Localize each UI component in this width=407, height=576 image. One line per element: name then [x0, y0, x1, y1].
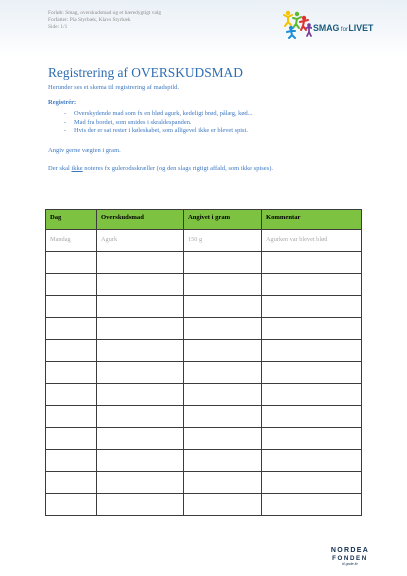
table-header-row	[46, 210, 362, 230]
surplus-food-cell	[97, 340, 184, 362]
table-row	[46, 274, 362, 296]
day-cell	[46, 472, 97, 494]
column-header-grams: Angivet i gram	[184, 210, 262, 230]
comment-cell	[262, 406, 362, 428]
column-header-comment: Kommentar	[262, 210, 362, 230]
grams-cell	[184, 362, 262, 384]
comment-cell	[262, 450, 362, 472]
day-cell	[46, 406, 97, 428]
column-header-day: Dag	[46, 210, 97, 230]
smag-for-livet-logo	[282, 9, 378, 39]
comment-cell	[262, 494, 362, 516]
table-row	[46, 494, 362, 516]
grams-cell	[184, 318, 262, 340]
list-item	[48, 119, 253, 128]
day-cell	[46, 494, 97, 516]
surplus-food-cell	[97, 472, 184, 494]
comment-cell	[262, 296, 362, 318]
comment-cell	[262, 362, 362, 384]
comment-cell	[262, 318, 362, 340]
exclude-note-start: Der skal	[48, 165, 72, 172]
day-cell	[46, 428, 97, 450]
nordea-fonden-logo	[328, 547, 372, 567]
comment-cell	[262, 252, 362, 274]
table-row	[46, 450, 362, 472]
table-row	[46, 296, 362, 318]
logo-word-for: for	[340, 27, 348, 33]
surplus-food-cell	[97, 384, 184, 406]
register-list	[48, 110, 253, 136]
table-row	[46, 472, 362, 494]
surplus-food-cell	[97, 252, 184, 274]
grams-cell	[184, 384, 262, 406]
surplus-food-cell	[97, 450, 184, 472]
surplus-food-cell: Agurk	[97, 230, 184, 252]
figure-green	[293, 12, 301, 28]
day-cell	[46, 340, 97, 362]
surplus-food-cell	[97, 406, 184, 428]
day-cell	[46, 296, 97, 318]
nordea-logo-word: NORDEA	[330, 547, 370, 554]
comment-cell	[262, 274, 362, 296]
surplus-food-cell	[97, 428, 184, 450]
page-number: Side: 1/1	[48, 24, 68, 30]
dancing-figures-icon	[282, 9, 312, 39]
surplus-food-cell	[97, 494, 184, 516]
list-marker: -	[64, 118, 67, 126]
weight-note: Angiv gerne vægten i gram.	[48, 147, 121, 154]
day-cell	[46, 450, 97, 472]
grams-cell	[184, 296, 262, 318]
table-row	[46, 428, 362, 450]
exclude-note-end: noteres fx gulerodsskræller (og den slags rigtigt affald, som ikke spises).	[82, 165, 274, 172]
grams-cell	[184, 428, 262, 450]
comment-cell	[262, 340, 362, 362]
exclude-note-emphasis: ikke	[71, 165, 83, 172]
grams-cell	[184, 340, 262, 362]
list-marker: -	[64, 110, 67, 117]
day-cell	[46, 274, 97, 296]
comment-cell	[262, 428, 362, 450]
grams-cell	[184, 406, 262, 428]
surplus-food-cell	[97, 318, 184, 340]
page-title: Registrering af OVERSKUDSMAD	[48, 65, 243, 80]
table-row	[46, 318, 362, 340]
day-cell: Mandag	[46, 230, 97, 252]
list-item-text: Hvis der er sat rester i køleskabet, som alligevel ikke er blevet spist.	[74, 127, 248, 135]
document-header	[48, 10, 161, 31]
course-line: Forløb: Smag, overskudsmad og et bæredygtigt valg	[48, 10, 162, 16]
day-cell	[46, 362, 97, 384]
table-row	[46, 384, 362, 406]
table-row	[46, 252, 362, 274]
table-body	[46, 230, 362, 516]
table-row	[46, 362, 362, 384]
figure-yellow	[284, 11, 292, 26]
grams-cell	[184, 252, 262, 274]
table-row	[46, 406, 362, 428]
comment-cell: Agurken var blevet blød	[262, 230, 362, 252]
list-item-text: Mad fra bordet, som smides i skraldespanden.	[74, 118, 192, 126]
figure-purple	[307, 23, 312, 36]
comment-cell	[262, 472, 362, 494]
surplus-food-cell	[97, 274, 184, 296]
register-heading: Registrér:	[48, 99, 77, 106]
intro-text: Herunder ses et skema til registrering af madspild.	[48, 84, 180, 91]
registration-table	[45, 209, 362, 516]
list-marker: -	[64, 127, 67, 135]
list-item-text: Overskydende mad som fx en blød agurk, kedeligt brød, pålæg, kød...	[74, 110, 253, 117]
day-cell	[46, 318, 97, 340]
grams-cell	[184, 494, 262, 516]
authors-line: Forfatter: Pia Styrbæk, Klavs Styrbæk	[48, 17, 131, 23]
surplus-food-cell	[97, 362, 184, 384]
column-header-surplus-food: Overskudsmad	[97, 210, 184, 230]
grams-cell: 150 g	[184, 230, 262, 252]
comment-cell	[262, 384, 362, 406]
logo-wordmark	[313, 19, 373, 35]
day-cell	[46, 384, 97, 406]
grams-cell	[184, 450, 262, 472]
nordea-fonden-tagline: til gode liv	[342, 562, 358, 566]
grams-cell	[184, 472, 262, 494]
exclude-note	[48, 166, 273, 173]
example-row	[46, 230, 362, 252]
surplus-food-cell	[97, 296, 184, 318]
logo-word-smag: SMAG	[313, 23, 340, 33]
table-row	[46, 340, 362, 362]
list-item	[48, 127, 253, 136]
day-cell	[46, 252, 97, 274]
list-item	[48, 110, 253, 119]
grams-cell	[184, 274, 262, 296]
logo-word-livet: LIVET	[348, 23, 374, 33]
fonden-logo-word: FONDEN	[332, 555, 368, 562]
